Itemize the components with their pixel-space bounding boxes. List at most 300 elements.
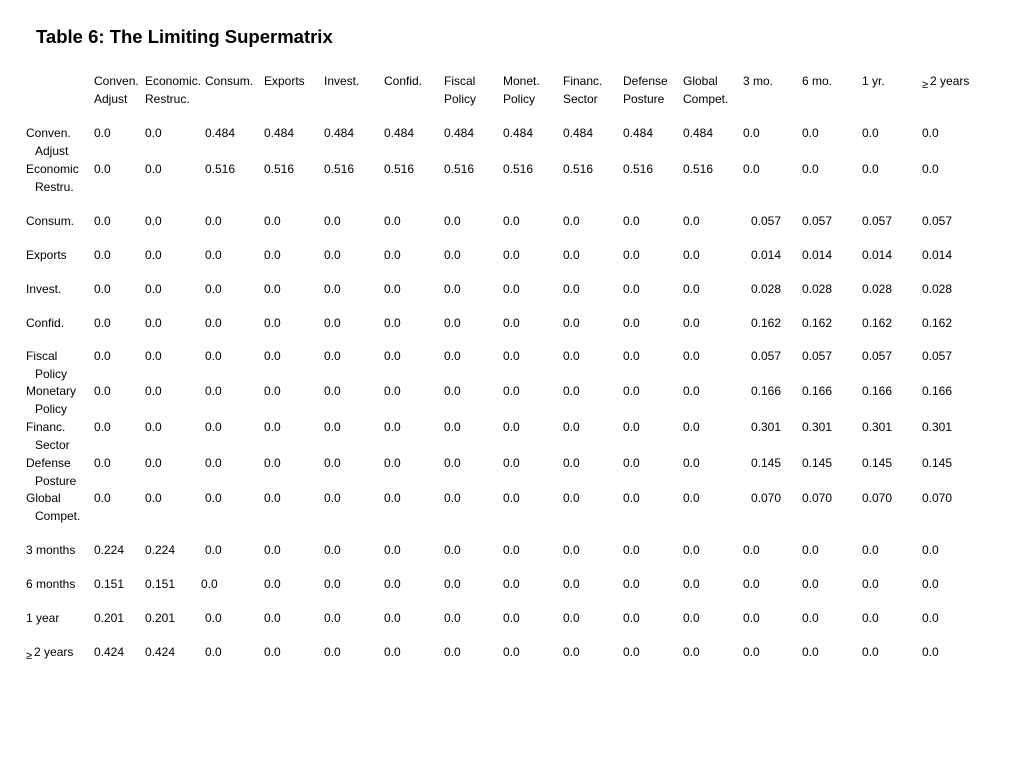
column-header-line2: Posture (623, 92, 665, 106)
table-cell: 0.0 (264, 282, 281, 296)
table-cell: 0.0 (264, 248, 281, 262)
table-cell: 0.0 (623, 420, 640, 434)
column-header-line2: Policy (503, 92, 536, 106)
table-cell: 0.301 (922, 420, 953, 434)
table-cell: 0.516 (444, 162, 475, 176)
table-cell: 0.0 (444, 420, 461, 434)
table-cell: 0.0 (683, 456, 700, 470)
greater-equal-symbol: ≥ (26, 650, 33, 662)
table-cell: 0.0 (264, 645, 281, 659)
table-cell: 0.0 (384, 384, 401, 398)
table-cell: 0.0 (264, 214, 281, 228)
row-label-line2: Policy (35, 367, 68, 381)
table-cell: 0.0 (743, 162, 760, 176)
column-header-line1: 3 mo. (743, 74, 774, 88)
table-cell: 0.0 (623, 491, 640, 505)
table-cell: 0.0 (145, 491, 162, 505)
table-cell: 0.0 (324, 420, 341, 434)
table-cell: 0.057 (922, 214, 953, 228)
row-label-line1: Confid. (26, 316, 65, 330)
table-cell: 0.0 (324, 349, 341, 363)
table-cell: 0.484 (324, 126, 355, 140)
column-header (94, 72, 139, 108)
table-cell: 0.516 (205, 162, 236, 176)
table-title: Table 6: The Limiting Supermatrix (36, 26, 333, 47)
table-cell: 0.0 (324, 316, 341, 330)
table-cell: 0.145 (802, 456, 833, 470)
table-cell: 0.0 (623, 349, 640, 363)
table-cell: 0.0 (802, 126, 819, 140)
table-cell: 0.0 (205, 420, 222, 434)
table-cell: 0.014 (751, 248, 782, 262)
column-header (922, 72, 969, 91)
table-cell: 0.166 (751, 384, 782, 398)
table-cell: 0.0 (503, 611, 520, 625)
table-cell: 0.0 (922, 645, 939, 659)
table-cell: 0.151 (145, 577, 176, 591)
table-cell: 0.014 (802, 248, 833, 262)
table-cell: 0.0 (384, 577, 401, 591)
table-cell: 0.516 (563, 162, 594, 176)
column-header (324, 72, 359, 90)
table-cell: 0.301 (862, 420, 893, 434)
table-cell: 0.516 (683, 162, 714, 176)
column-header-line1: Global (683, 74, 718, 88)
table-cell: 0.0 (503, 491, 520, 505)
table-cell: 0.0 (264, 456, 281, 470)
table-cell: 0.0 (205, 456, 222, 470)
table-cell: 0.0 (503, 282, 520, 296)
greater-equal-symbol: ≥ (922, 79, 929, 91)
table-cell: 0.484 (683, 126, 714, 140)
table-cell: 0.0 (384, 611, 401, 625)
column-header-line1: Economic. (145, 74, 202, 88)
table-cell: 0.0 (683, 543, 700, 557)
table-cell: 0.0 (444, 214, 461, 228)
table-cell: 0.0 (503, 349, 520, 363)
column-header-line2: Sector (563, 92, 598, 106)
table-cell: 0.0 (563, 420, 580, 434)
column-header-line1: Conven. (94, 74, 139, 88)
column-header (205, 72, 253, 90)
column-header (862, 72, 885, 90)
row-label (26, 575, 75, 593)
table-cell: 0.0 (145, 349, 162, 363)
table-cell: 0.0 (862, 611, 879, 625)
table-cell: 0.0 (563, 577, 580, 591)
table-cell: 0.0 (264, 543, 281, 557)
table-cell: 0.0 (563, 456, 580, 470)
column-header (683, 72, 728, 108)
table-cell: 0.0 (503, 214, 520, 228)
column-header-line1: Invest. (324, 74, 360, 88)
column-header-line1: Consum. (205, 74, 254, 88)
table-cell: 0.162 (862, 316, 893, 330)
table-cell: 0.0 (384, 214, 401, 228)
table-cell: 0.0 (623, 282, 640, 296)
table-cell: 0.0 (205, 248, 222, 262)
table-cell: 0.516 (324, 162, 355, 176)
table-cell: 0.0 (145, 214, 162, 228)
table-cell: 0.057 (802, 214, 833, 228)
table-cell: 0.516 (623, 162, 654, 176)
column-header-line1: Confid. (384, 74, 423, 88)
table-cell: 0.0 (802, 162, 819, 176)
column-header (503, 72, 540, 108)
table-cell: 0.0 (563, 384, 580, 398)
table-cell: 0.0 (862, 543, 879, 557)
column-header-line2: Policy (444, 92, 477, 106)
row-label-line2: Adjust (35, 144, 69, 158)
table-cell: 0.484 (563, 126, 594, 140)
table-cell: 0.0 (683, 349, 700, 363)
table-cell: 0.0 (324, 282, 341, 296)
row-label (26, 382, 76, 418)
column-header-line2: Compet. (683, 92, 729, 106)
table-cell: 0.0 (205, 214, 222, 228)
row-label (26, 160, 79, 196)
table-cell: 0.0 (743, 611, 760, 625)
table-cell: 0.516 (503, 162, 534, 176)
row-label-line1: 2 years (34, 645, 74, 659)
table-cell: 0.0 (324, 611, 341, 625)
table-cell: 0.057 (802, 349, 833, 363)
row-label-line2: Sector (35, 438, 70, 452)
row-label-line1: Invest. (26, 282, 62, 296)
table-cell: 0.0 (324, 645, 341, 659)
table-cell: 0.0 (503, 577, 520, 591)
table-cell: 0.0 (623, 456, 640, 470)
row-label-line2: Restru. (35, 180, 74, 194)
table-cell: 0.0 (503, 420, 520, 434)
table-cell: 0.057 (922, 349, 953, 363)
column-header (264, 72, 305, 90)
table-cell: 0.0 (503, 543, 520, 557)
table-cell: 0.0 (324, 248, 341, 262)
table-cell: 0.0 (205, 384, 222, 398)
table-cell: 0.0 (264, 491, 281, 505)
table-cell: 0.0 (683, 248, 700, 262)
row-label (26, 489, 80, 525)
table-cell: 0.0 (444, 282, 461, 296)
table-cell: 0.0 (264, 577, 281, 591)
table-cell: 0.0 (264, 384, 281, 398)
table-cell: 0.0 (384, 491, 401, 505)
row-label (26, 124, 71, 160)
table-cell: 0.0 (683, 316, 700, 330)
table-cell: 0.0 (384, 543, 401, 557)
column-header-line2: Adjust (94, 92, 128, 106)
table-cell: 0.0 (94, 456, 111, 470)
table-cell: 0.224 (145, 543, 176, 557)
table-cell: 0.0 (862, 162, 879, 176)
column-header (384, 72, 422, 90)
table-cell: 0.484 (384, 126, 415, 140)
table-cell: 0.0 (145, 316, 162, 330)
table-cell: 0.0 (264, 420, 281, 434)
table-cell: 0.0 (743, 645, 760, 659)
table-cell: 0.0 (94, 384, 111, 398)
table-cell: 0.0 (623, 611, 640, 625)
row-label (26, 347, 67, 383)
table-cell: 0.0 (563, 543, 580, 557)
table-cell: 0.0 (94, 349, 111, 363)
table-cell: 0.0 (94, 282, 111, 296)
row-label (26, 246, 67, 264)
table-cell: 0.0 (683, 214, 700, 228)
table-cell: 0.166 (802, 384, 833, 398)
table-cell: 0.0 (444, 577, 461, 591)
table-cell: 0.0 (324, 577, 341, 591)
table-cell: 0.0 (94, 214, 111, 228)
table-cell: 0.0 (384, 248, 401, 262)
table-cell: 0.0 (563, 282, 580, 296)
table-cell: 0.0 (743, 126, 760, 140)
column-header-line1: Fiscal (444, 74, 476, 88)
table-cell: 0.0 (264, 349, 281, 363)
table-cell: 0.484 (503, 126, 534, 140)
table-cell: 0.0 (563, 645, 580, 659)
table-cell: 0.028 (922, 282, 953, 296)
table-cell: 0.484 (444, 126, 475, 140)
row-label (26, 454, 76, 490)
table-cell: 0.0 (623, 645, 640, 659)
table-cell: 0.0 (922, 577, 939, 591)
row-label-line2: Compet. (35, 509, 81, 523)
table-cell: 0.0 (201, 577, 218, 591)
table-cell: 0.0 (384, 282, 401, 296)
table-cell: 0.484 (205, 126, 236, 140)
column-header (623, 72, 668, 108)
table-cell: 0.0 (324, 214, 341, 228)
row-label-line1: 1 year (26, 611, 60, 625)
column-header (444, 72, 476, 108)
table-cell: 0.0 (205, 349, 222, 363)
table-cell: 0.0 (563, 214, 580, 228)
table-cell: 0.0 (444, 611, 461, 625)
column-header-line1: Financ. (563, 74, 603, 88)
table-cell: 0.0 (623, 214, 640, 228)
table-cell: 0.145 (922, 456, 953, 470)
row-label-line1: Defense (26, 456, 71, 470)
table-cell: 0.0 (444, 456, 461, 470)
table-cell: 0.0 (683, 384, 700, 398)
column-header (743, 72, 773, 90)
table-cell: 0.0 (94, 316, 111, 330)
row-label-line1: 3 months (26, 543, 76, 557)
table-cell: 0.0 (683, 611, 700, 625)
table-cell: 0.516 (384, 162, 415, 176)
row-label-line1: Monetary (26, 384, 77, 398)
table-cell: 0.0 (264, 316, 281, 330)
column-header-line1: 6 mo. (802, 74, 833, 88)
table-cell: 0.516 (264, 162, 295, 176)
table-cell: 0.0 (444, 543, 461, 557)
row-label-line1: 6 months (26, 577, 76, 591)
column-header-line1: 1 yr. (862, 74, 885, 88)
table-cell: 0.070 (922, 491, 953, 505)
row-label (26, 418, 70, 454)
column-header (563, 72, 602, 108)
row-label (26, 541, 75, 559)
table-cell: 0.0 (205, 543, 222, 557)
table-cell: 0.0 (922, 126, 939, 140)
table-cell: 0.057 (862, 214, 893, 228)
column-header (802, 72, 832, 90)
table-cell: 0.0 (444, 349, 461, 363)
table-cell: 0.0 (922, 543, 939, 557)
table-cell: 0.0 (205, 611, 222, 625)
table-cell: 0.145 (751, 456, 782, 470)
table-cell: 0.070 (802, 491, 833, 505)
table-cell: 0.0 (384, 645, 401, 659)
table-cell: 0.145 (862, 456, 893, 470)
row-label (26, 643, 73, 662)
row-label (26, 314, 64, 332)
row-label (26, 212, 74, 230)
table-cell: 0.028 (862, 282, 893, 296)
row-label-line2: Policy (35, 402, 68, 416)
column-header-line1: 2 years (930, 74, 970, 88)
row-label-line1: Fiscal (26, 349, 58, 363)
table-cell: 0.0 (862, 126, 879, 140)
table-cell: 0.0 (145, 456, 162, 470)
table-cell: 0.028 (802, 282, 833, 296)
table-cell: 0.0 (324, 384, 341, 398)
table-cell: 0.0 (563, 316, 580, 330)
table-cell: 0.0 (802, 543, 819, 557)
column-header-line1: Defense (623, 74, 668, 88)
row-label (26, 280, 61, 298)
row-label-line1: Global (26, 491, 61, 505)
table-cell: 0.166 (862, 384, 893, 398)
row-label-line2: Posture (35, 474, 77, 488)
table-cell: 0.0 (94, 491, 111, 505)
table-cell: 0.070 (751, 491, 782, 505)
table-cell: 0.0 (324, 456, 341, 470)
table-cell: 0.0 (563, 611, 580, 625)
table-cell: 0.0 (623, 248, 640, 262)
table-cell: 0.0 (503, 316, 520, 330)
table-cell: 0.0 (922, 611, 939, 625)
table-cell: 0.0 (264, 611, 281, 625)
table-cell: 0.0 (444, 491, 461, 505)
row-label (26, 609, 59, 627)
table-cell: 0.0 (145, 248, 162, 262)
table-cell: 0.0 (384, 420, 401, 434)
row-label-line1: Exports (26, 248, 67, 262)
table-cell: 0.0 (503, 645, 520, 659)
table-cell: 0.0 (444, 316, 461, 330)
table-cell: 0.014 (862, 248, 893, 262)
table-cell: 0.424 (145, 645, 176, 659)
table-cell: 0.424 (94, 645, 125, 659)
table-cell: 0.0 (205, 282, 222, 296)
row-label-line1: Conven. (26, 126, 71, 140)
table-cell: 0.0 (324, 543, 341, 557)
table-cell: 0.301 (802, 420, 833, 434)
table-cell: 0.0 (563, 349, 580, 363)
column-header (145, 72, 201, 108)
table-cell: 0.0 (683, 282, 700, 296)
table-cell: 0.484 (264, 126, 295, 140)
table-cell: 0.162 (751, 316, 782, 330)
table-cell: 0.162 (802, 316, 833, 330)
table-cell: 0.0 (623, 316, 640, 330)
table-cell: 0.0 (94, 126, 111, 140)
row-label-line1: Consum. (26, 214, 75, 228)
table-cell: 0.0 (145, 420, 162, 434)
table-cell: 0.151 (94, 577, 125, 591)
table-cell: 0.0 (444, 384, 461, 398)
table-cell: 0.057 (751, 349, 782, 363)
table-cell: 0.0 (623, 543, 640, 557)
table-cell: 0.0 (802, 645, 819, 659)
table-cell: 0.201 (145, 611, 176, 625)
table-cell: 0.0 (922, 162, 939, 176)
table-cell: 0.0 (503, 248, 520, 262)
table-cell: 0.0 (444, 645, 461, 659)
table-cell: 0.224 (94, 543, 125, 557)
table-cell: 0.0 (94, 420, 111, 434)
table-cell: 0.0 (683, 577, 700, 591)
column-header-line2: Restruc. (145, 92, 190, 106)
table-cell: 0.0 (205, 491, 222, 505)
table-cell: 0.0 (145, 282, 162, 296)
column-header-line1: Exports (264, 74, 305, 88)
table-cell: 0.014 (922, 248, 953, 262)
table-cell: 0.201 (94, 611, 125, 625)
table-cell: 0.0 (683, 420, 700, 434)
table-cell: 0.0 (743, 577, 760, 591)
table-cell: 0.0 (503, 456, 520, 470)
table-cell: 0.301 (751, 420, 782, 434)
table-cell: 0.0 (802, 577, 819, 591)
table-cell: 0.0 (384, 349, 401, 363)
table-cell: 0.0 (145, 162, 162, 176)
row-label-line1: Financ. (26, 420, 66, 434)
table-cell: 0.070 (862, 491, 893, 505)
table-cell: 0.0 (444, 248, 461, 262)
table-cell: 0.0 (623, 577, 640, 591)
row-label-line1: Economic (26, 162, 79, 176)
table-cell: 0.0 (862, 645, 879, 659)
table-cell: 0.0 (563, 248, 580, 262)
table-cell: 0.057 (862, 349, 893, 363)
table-cell: 0.0 (145, 384, 162, 398)
table-cell: 0.028 (751, 282, 782, 296)
table-cell: 0.0 (94, 248, 111, 262)
table-cell: 0.0 (205, 316, 222, 330)
table-cell: 0.0 (384, 456, 401, 470)
table-cell: 0.0 (563, 491, 580, 505)
table-cell: 0.0 (384, 316, 401, 330)
table-cell: 0.0 (205, 645, 222, 659)
table-cell: 0.0 (324, 491, 341, 505)
table-cell: 0.0 (503, 384, 520, 398)
table-cell: 0.057 (751, 214, 782, 228)
table-cell: 0.0 (683, 645, 700, 659)
table-cell: 0.0 (683, 491, 700, 505)
table-cell: 0.0 (862, 577, 879, 591)
table-cell: 0.0 (623, 384, 640, 398)
table-cell: 0.0 (802, 611, 819, 625)
table-cell: 0.0 (743, 543, 760, 557)
column-header-line1: Monet. (503, 74, 540, 88)
table-cell: 0.162 (922, 316, 953, 330)
table-cell: 0.0 (94, 162, 111, 176)
table-cell: 0.0 (145, 126, 162, 140)
